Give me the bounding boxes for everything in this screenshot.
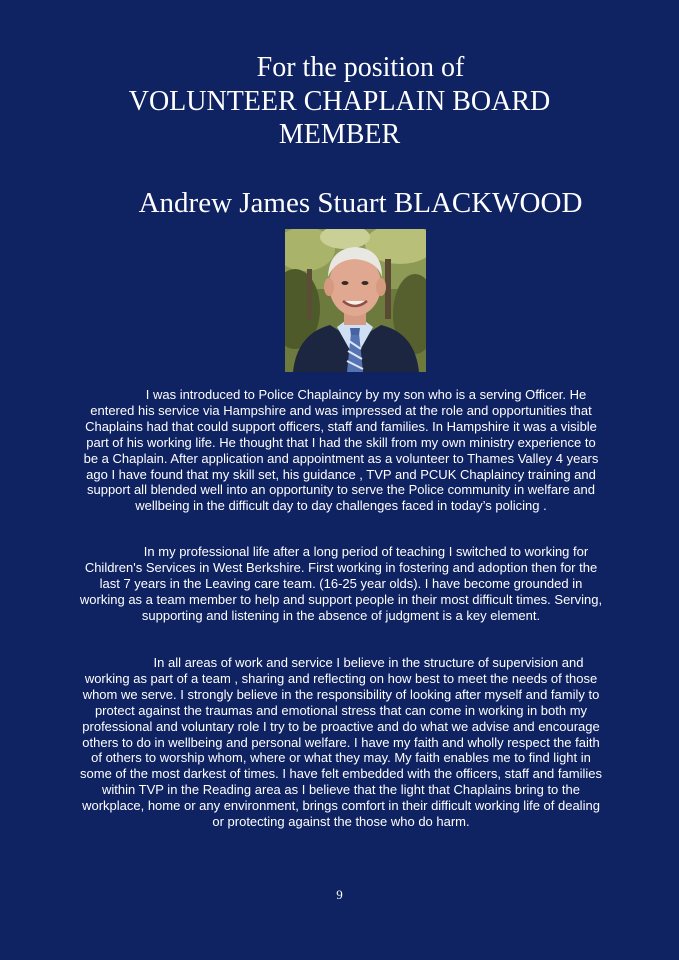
heading-line-2: VOLUNTEER CHAPLAIN BOARD [128,86,551,117]
heading-line-3: MEMBER [278,119,401,150]
paragraph-professional-life: In my professional life after a long period of teaching I switched to working for Children's Services in West Berkshire. First working in fostering and adoption then for the last 7 years in the Leaving care team. (16-25 year olds). I have become grounded in working as a team member to help and support people in their most difficult times. Serving, supporting and listening in the absence of judgment is a key element. [79,544,603,623]
portrait-photo [285,229,426,372]
paragraph-introduction: I was introduced to Police Chaplaincy by my son who is a serving Officer. He entered his service via Hampshire and was impressed at the role and opportunities that Chaplains had that could support officers, staff and families. In Hampshire it was a visible part of his working life. He thought that I had the skill from my own ministry experience to be a Chaplain. After application and appointment as a volunteer to Thames Valley 4 years ago I have found that my skill set, his guidance , TVP and PCUK Chaplaincy training and support all blended well into an opportunity to serve the Police community in welfare and wellbeing in the difficult day to day challenges faced in today’s policing . [83,387,599,514]
page-number: 9 [336,887,343,902]
paragraph-work-and-service: In all areas of work and service I believe in the structure of supervision and working as part of a team , sharing and reflecting on how best to meet the needs of those whom we serve. I strongly believe in the responsibility of looking after myself and family to protect against the traumas and emotional stress that can come in working in both my professional and voluntary role I try to be proactive and do what we advise and encourage others to do in wellbeing and personal welfare. I have my faith and wholly respect the faith of others to worship whom, where or what they may. My faith enables me to find light in some of the most darkest of times. I have felt embedded with the officers, staff and families within TVP in the Reading area as I believe that the light that Chaplains bring to the workplace, home or any environment, brings comfort in their difficult working life of dealing or protecting against the those who do harm. [80,655,602,830]
candidate-name: Andrew James Stuart BLACKWOOD [138,187,583,219]
heading-line-1: For the position of [256,52,465,83]
